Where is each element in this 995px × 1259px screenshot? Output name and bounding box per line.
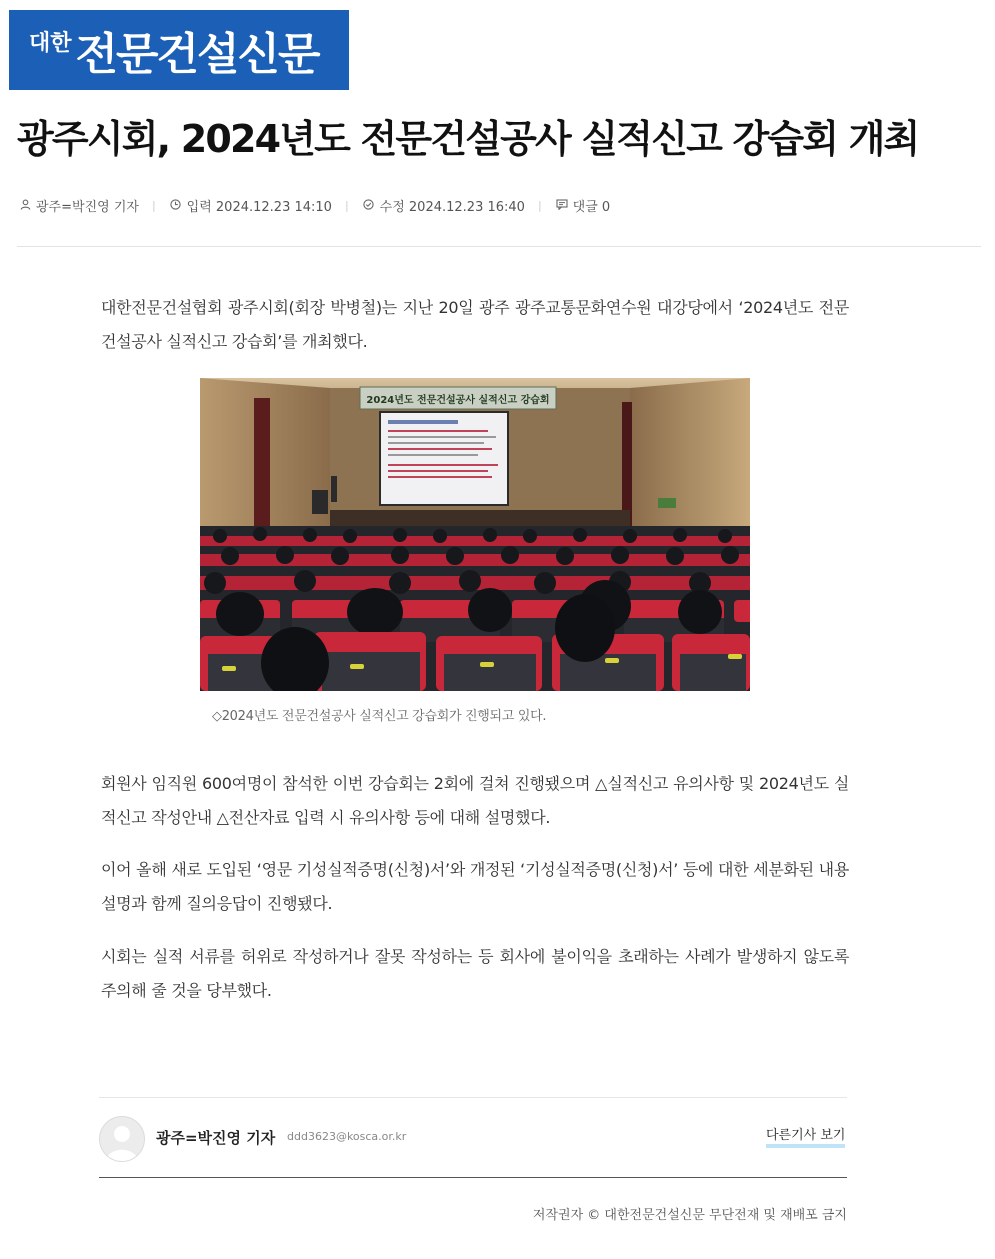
meta-divider: |	[344, 199, 349, 212]
published-text: 입력 2024.12.23 14:10	[186, 200, 332, 215]
article-paragraph: 회원사 임직원 600여명이 참석한 이번 강습회는 2회에 걸쳐 진행됐으며 △실적신고 유의사항 및 2024년도 실적신고 작성안내 △전산자료 입력 시 유의사항 등에 대해 설명했다.	[101, 774, 849, 827]
header-divider	[17, 246, 981, 247]
author-email[interactable]: ddd3623@kosca.or.kr	[287, 1130, 407, 1143]
logo-big-text: 전문건설신문	[75, 29, 319, 80]
meta-modified	[362, 196, 525, 215]
logo-small-text: 대한	[29, 30, 72, 56]
article-meta	[18, 196, 610, 215]
article-photo	[200, 378, 750, 691]
author-divider	[99, 1097, 847, 1098]
article-headline: 광주시회, 2024년도 전문건설공사 실적신고 강습회 개최	[17, 117, 919, 161]
person-icon	[18, 199, 32, 213]
photo-caption: ◇2024년도 전문건설공사 실적신고 강습회가 진행되고 있다.	[212, 709, 547, 724]
article-paragraph: 이어 올해 새로 도입된 ‘영문 기성실적증명(신청)서’와 개정된 ‘기성실적증명(신청)서’ 등에 대한 세분화된 내용 설명과 함께 질의응답이 진행됐다.	[101, 860, 849, 913]
footer-divider	[99, 1177, 847, 1178]
author-avatar	[99, 1116, 145, 1162]
copyright-notice: 저작권자 © 대한전문건설신문 무단전재 및 재배포 금지	[532, 1208, 847, 1223]
modified-text: 수정 2024.12.23 16:40	[379, 200, 525, 215]
check-circle-icon	[362, 199, 376, 213]
article-paragraph: 시회는 실적 서류를 허위로 작성하거나 잘못 작성하는 등 회사에 불이익을 초래하는 사례가 발생하지 않도록 주의해 줄 것을 당부했다.	[101, 947, 849, 1000]
more-articles-link[interactable]: 다른기사 보기	[766, 1128, 845, 1148]
meta-divider: |	[537, 199, 542, 212]
comment-icon	[555, 199, 569, 213]
byline-text: 광주=박진영 기자	[36, 200, 139, 215]
meta-byline	[18, 196, 139, 215]
meta-divider: |	[151, 199, 156, 212]
comments-text: 댓글 0	[572, 200, 611, 215]
site-logo[interactable]	[9, 10, 349, 90]
clock-icon	[169, 199, 183, 213]
photo-banner-text: 2024년도 전문건설공사 실적신고 강습회	[366, 395, 550, 406]
meta-comments[interactable]	[555, 196, 611, 215]
article-paragraph: 대한전문건설협회 광주시회(회장 박병철)는 지난 20일 광주 광주교통문화연수원 대강당에서 ‘2024년도 전문건설공사 실적신고 강습회’를 개최했다.	[101, 298, 849, 351]
author-name: 광주=박진영 기자	[156, 1129, 276, 1147]
meta-published	[169, 196, 332, 215]
